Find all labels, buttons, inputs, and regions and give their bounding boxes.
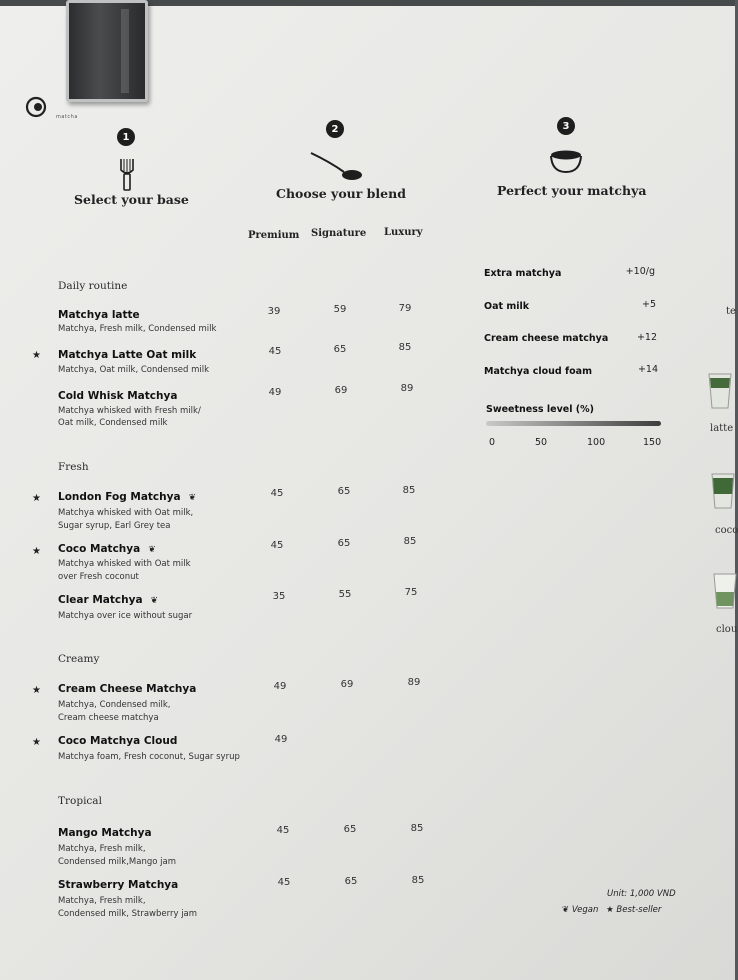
- vegan-leaf-icon: ❦: [148, 545, 156, 555]
- price-unit-note: Unit: 1,000 VND: [607, 889, 676, 899]
- price-signature: 65: [333, 344, 347, 355]
- legend-vegan: Vegan: [571, 905, 599, 915]
- price-premium: 45: [277, 877, 291, 888]
- item-matchya-latte-oat-milk: Matchya Latte Oat milk: [58, 349, 197, 361]
- bestseller-star-icon: ★: [32, 685, 41, 696]
- step-1-title: Select your base: [74, 192, 189, 207]
- item-matchya-latte: Matchya latte: [58, 309, 140, 321]
- price-signature: 59: [333, 304, 347, 315]
- price-premium: 35: [272, 591, 286, 602]
- step-1-badge: 1: [117, 128, 135, 146]
- item-desc: Sugar syrup, Earl Grey tea: [58, 521, 171, 531]
- extra-name: Oat milk: [484, 301, 530, 312]
- item-london-fog-matchya: [58, 491, 196, 503]
- bestseller-star-icon: ★: [32, 737, 41, 748]
- price-luxury: 85: [410, 823, 424, 834]
- price-signature: 65: [337, 486, 351, 497]
- item-coco-matchya-cloud: Coco Matchya Cloud: [58, 735, 178, 747]
- step-3-title: Perfect your matchya: [497, 183, 647, 198]
- item-desc: Matchya, Fresh milk,: [58, 844, 146, 854]
- item-clear-matchya: [58, 594, 158, 606]
- extra-price: +10/g: [625, 266, 655, 277]
- step-2-badge: 2: [326, 120, 344, 138]
- brand-logo-subtext: matcha: [56, 114, 78, 120]
- vegan-leaf-icon: ❦: [188, 493, 197, 503]
- sweetness-tick: 150: [643, 437, 662, 448]
- extra-name: Extra matchya: [484, 268, 562, 279]
- extra-name: Matchya cloud foam: [484, 366, 592, 377]
- item-desc: Matchya, Oat milk, Condensed milk: [58, 365, 210, 375]
- item-desc: Matchya foam, Fresh coconut, Sugar syrup: [58, 752, 240, 762]
- price-signature: 55: [338, 589, 352, 600]
- item-name-text: London Fog Matchya: [58, 491, 181, 503]
- binder-clip: [66, 0, 148, 102]
- item-desc: Matchya whisked with Oat milk: [58, 559, 191, 569]
- extra-price: +5: [641, 299, 656, 310]
- side-label: coco: [715, 525, 738, 536]
- sweetness-title: Sweetness level (%): [486, 404, 594, 415]
- price-luxury: 89: [400, 383, 414, 394]
- sweetness-gradient-bar: [486, 421, 661, 426]
- price-signature: 69: [334, 385, 348, 396]
- item-desc: Oat milk, Condensed milk: [58, 418, 168, 428]
- star-icon: ★: [606, 905, 614, 915]
- item-desc: over Fresh coconut: [58, 572, 139, 582]
- drink-cup-image: [712, 572, 738, 610]
- price-premium: 45: [268, 346, 282, 357]
- item-coco-matchya: [58, 543, 156, 555]
- bestseller-star-icon: ★: [32, 546, 41, 557]
- price-luxury: 75: [404, 587, 418, 598]
- matcha-spoon-icon: [308, 148, 366, 186]
- clip-shine: [121, 9, 129, 93]
- legend: [562, 905, 661, 915]
- column-luxury: Luxury: [384, 227, 423, 238]
- price-premium: 39: [267, 306, 281, 317]
- extra-name: Cream cheese matchya: [484, 333, 609, 344]
- step-2-title: Choose your blend: [276, 186, 406, 201]
- brand-logo: [25, 96, 51, 118]
- item-desc: Matchya, Fresh milk, Condensed milk: [58, 324, 217, 334]
- price-signature: 65: [337, 538, 351, 549]
- item-name-text: Clear Matchya: [58, 594, 143, 606]
- bowl-icon: [548, 146, 584, 182]
- extra-price: +12: [636, 332, 657, 343]
- column-premium: Premium: [248, 230, 300, 241]
- sweetness-tick: 50: [535, 437, 548, 448]
- menu-paper: [0, 6, 738, 980]
- price-luxury: 85: [403, 536, 417, 547]
- side-label: latte: [710, 423, 734, 434]
- vegan-leaf-icon: ❦: [150, 596, 159, 606]
- price-luxury: 79: [398, 303, 412, 314]
- item-strawberry-matchya: Strawberry Matchya: [58, 879, 179, 891]
- side-label: clou: [716, 624, 738, 635]
- bestseller-star-icon: ★: [32, 350, 41, 361]
- price-signature: 65: [344, 876, 358, 887]
- price-signature: 69: [340, 679, 354, 690]
- item-desc: Matchya whisked with Fresh milk/: [58, 406, 201, 416]
- price-premium: 49: [273, 681, 287, 692]
- section-creamy: Creamy: [58, 653, 100, 665]
- extra-price: +14: [637, 364, 658, 375]
- legend-bestseller: Best-seller: [616, 905, 662, 915]
- side-label: te: [726, 306, 736, 317]
- item-desc: Matchya, Condensed milk,: [58, 700, 171, 710]
- price-luxury: 85: [402, 485, 416, 496]
- item-cold-whisk-matchya: Cold Whisk Matchya: [58, 390, 178, 402]
- price-premium: 45: [276, 825, 290, 836]
- step-3-badge: 3: [557, 117, 575, 135]
- section-daily-routine: Daily routine: [58, 280, 128, 292]
- bestseller-star-icon: ★: [32, 493, 41, 504]
- price-luxury: 89: [407, 677, 421, 688]
- item-name-text: Coco Matchya: [58, 543, 141, 555]
- price-signature: 65: [343, 824, 357, 835]
- item-cream-cheese-matchya: Cream Cheese Matchya: [58, 683, 197, 695]
- item-desc: Condensed milk,Mango jam: [58, 857, 176, 867]
- section-fresh: Fresh: [58, 461, 89, 473]
- item-desc: Matchya over ice without sugar: [58, 611, 193, 621]
- column-signature: Signature: [311, 228, 367, 239]
- leaf-icon: ❦: [562, 905, 570, 915]
- sweetness-tick: 100: [587, 437, 606, 448]
- drink-cup-image: [707, 372, 733, 410]
- price-premium: 45: [270, 540, 284, 551]
- item-mango-matchya: Mango Matchya: [58, 827, 152, 839]
- price-luxury: 85: [398, 342, 412, 353]
- item-desc: Matchya, Fresh milk,: [58, 896, 146, 906]
- item-desc: Condensed milk, Strawberry jam: [58, 909, 198, 919]
- price-premium: 49: [274, 734, 288, 745]
- price-premium: 45: [270, 488, 284, 499]
- item-desc: Cream cheese matchya: [58, 713, 159, 723]
- price-premium: 49: [268, 387, 282, 398]
- price-luxury: 85: [411, 875, 425, 886]
- item-desc: Matchya whisked with Oat milk,: [58, 508, 194, 518]
- drink-cup-image: [710, 472, 736, 510]
- sweetness-tick: 0: [489, 437, 496, 448]
- section-tropical: Tropical: [58, 795, 102, 807]
